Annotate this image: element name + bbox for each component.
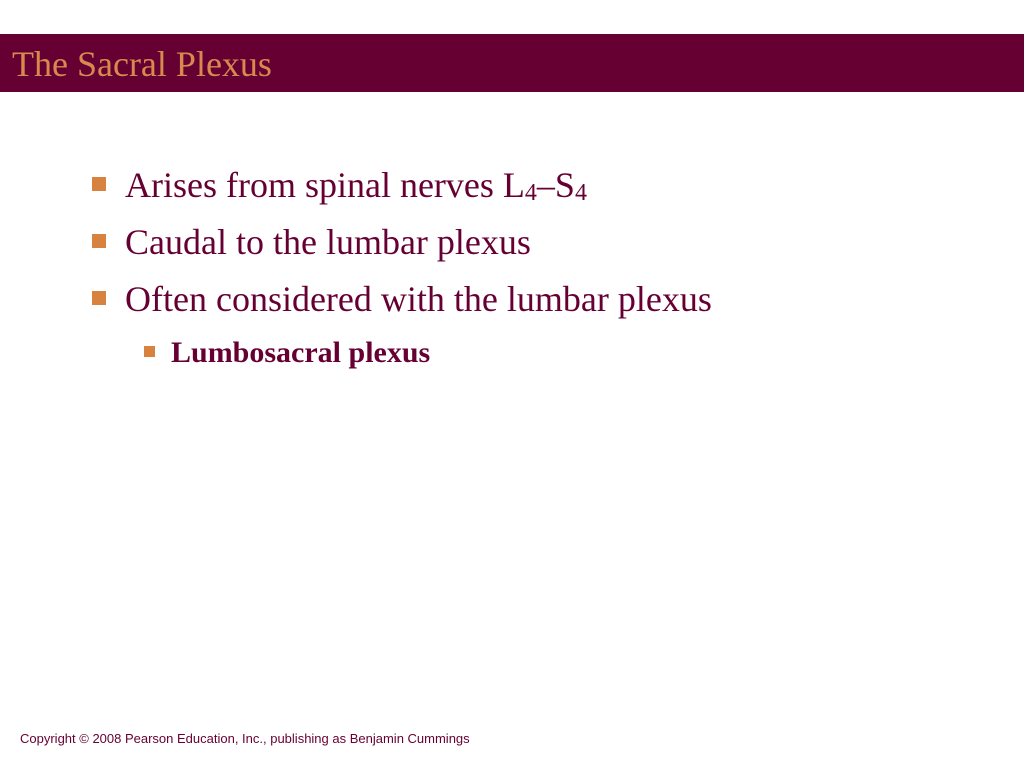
bullet-item [125, 279, 712, 319]
sub-bullet-item [171, 336, 430, 370]
bullet-text: Caudal to the lumbar plexus [125, 222, 531, 262]
slide-title: The Sacral Plexus [12, 44, 272, 84]
bullet-text: Often considered with the lumbar plexus [125, 279, 712, 319]
square-bullet-icon [92, 291, 106, 305]
bullet-subscript: 4 [574, 180, 587, 206]
square-bullet-icon [92, 177, 106, 191]
bullet-item [125, 222, 531, 262]
copyright-footer: Copyright © 2008 Pearson Education, Inc., publishing as Benjamin Cummings [20, 731, 470, 746]
square-bullet-icon [144, 346, 155, 357]
bullet-subscript: 4 [524, 180, 537, 206]
sub-bullet-text: Lumbosacral plexus [171, 336, 431, 369]
square-bullet-icon [92, 234, 106, 248]
bullet-text: Arises from spinal nerves L [125, 165, 525, 205]
bullet-item [125, 165, 587, 205]
bullet-text-dash: –S [536, 165, 575, 205]
